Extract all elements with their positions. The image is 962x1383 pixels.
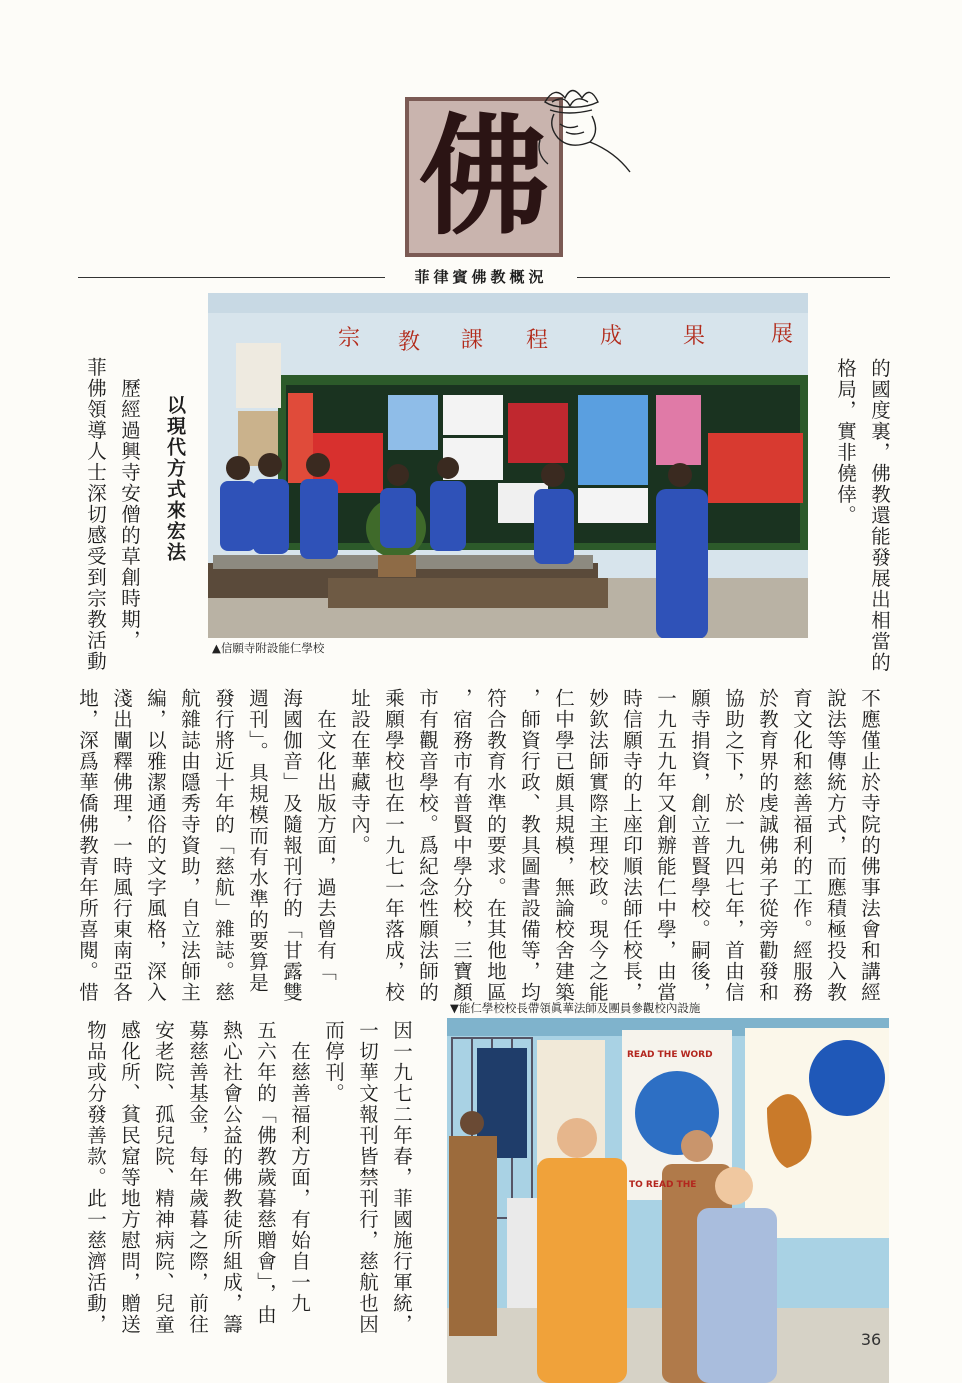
- text-column-middle: 不應僅止於寺院的佛事法會和講經 說法等傳統方式，而應積極投入教 育文化和慈善福利的工作。經服務 於教育界的虔誠佛弟子從旁勸發和 協助之下，於一九四七年，首由信 願寺捐資，創立普賢學校。嗣後， 一九五九年又創辦能仁中學，由當 時信願寺的上座印順法師任校長， 妙欽法師實際主理校政。現今之能 仁中學已頗具規模，無論校舍建築 ，師資行政、教具圖書設備等，均 符合教育水準的要求。在其他地區 ，宿務市有普賢中學分校，三寶顏 市有觀音學校。爲紀念性願法師的 乘願學校也在一九七一年落成，校 址設在華藏寺內。 在文化出版方面，過去曾有「 海國伽音」及隨報刊行的「甘露雙 週刊」。具規模而有水準的要算是 發行將近十年的「慈航」雜誌。慈 航雜誌由隱秀寺資助，自立法師主 編，以雅潔通俗的文字風格，深入 淺出闡釋佛理，一時風行東南亞各 地，深爲華僑佛教青年所喜閱。惜: [76, 688, 881, 1003]
- text-column-top-right: 的國度裏，佛教還能發展出相當的 格局，實非僥倖。: [834, 358, 891, 673]
- lotus-hand-icon: [530, 80, 640, 175]
- text-column-bottom: 因一九七二年春，菲國施行軍統， 一切華文報刊皆禁刊行，慈航也因 而停刊。 在慈善福利方面，有始自一九 五六年的「佛教歲暮慈贈會」，由 熱心社會公益的佛教徒所組成，籌 募慈善基金，每年歲暮之際，前往 安老院、孤兒院、精神病院、兒童 感化所、貧民窟等地方慰問，贈送 物品或分發善款。此一慈濟活動，: [84, 1020, 413, 1335]
- banner-char: 展: [771, 322, 794, 347]
- exhibition-banner: [208, 313, 808, 355]
- photo1-caption: ▲信願寺附設能仁學校: [212, 641, 325, 655]
- banner-char: 程: [526, 328, 549, 353]
- photo2-caption: ▼能仁學校校長帶領眞華法師及團員參觀校內設施: [450, 1001, 701, 1015]
- poster-text: READ THE WORD: [627, 1050, 713, 1060]
- photo-classroom-exhibition: [208, 293, 808, 638]
- poster-text: TO READ THE: [629, 1180, 697, 1190]
- section-title: 菲律賓佛教概況: [414, 268, 548, 286]
- photo-school-visit: [447, 1018, 889, 1383]
- header-rule-left: [78, 277, 385, 278]
- logo-character: 佛: [418, 100, 549, 253]
- banner-char: 課: [461, 328, 484, 353]
- header-rule-right: [577, 277, 890, 278]
- banner-char: 教: [398, 330, 421, 355]
- banner-char: 果: [683, 324, 706, 349]
- page-number: 36: [860, 1330, 882, 1349]
- subheading: 以現代方式來宏法: [164, 395, 186, 563]
- banner-char: 宗: [338, 326, 361, 351]
- banner-char: 成: [600, 324, 623, 349]
- text-column-top-left: 歷經過興寺安僧的草創時期， 菲佛領導人士深切感受到宗教活動: [84, 357, 141, 672]
- school-visit-illustration: [447, 1018, 889, 1383]
